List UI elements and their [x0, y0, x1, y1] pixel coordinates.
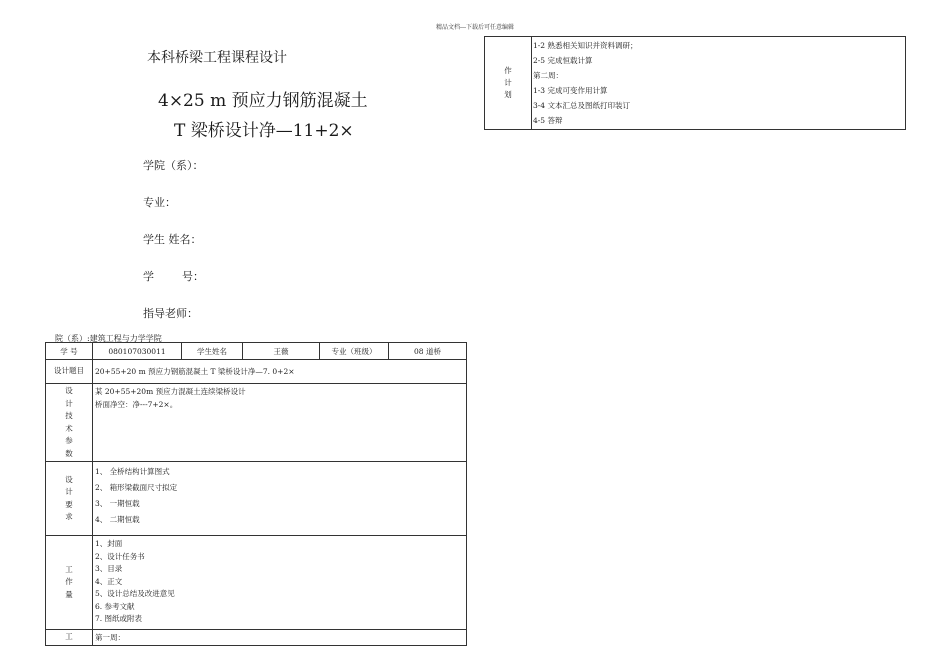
plan-line: 2-5 完成恒载计算 [533, 56, 593, 65]
department-line: 院（系）:建筑工程与力学学院 [55, 334, 162, 343]
plan-line: 3-4 文本汇总及图纸打印装订 [533, 101, 630, 110]
task-table [45, 342, 467, 646]
work-line: 3、目录 [95, 564, 123, 573]
advisor-field: 指导老师： [143, 307, 198, 320]
tech-line: 某 20+55+20m 预应力混凝土连续梁桥设计 [95, 387, 246, 396]
req-label-char: 要 [65, 499, 73, 509]
req-line: 1、 全桥结构计算图式 [95, 467, 170, 476]
req-label-char: 求 [65, 512, 73, 521]
student-id-label-1: 学 [143, 270, 154, 283]
work-label-char: 量 [65, 589, 73, 599]
tech-line: 桥面净空：净---7+2×。 [95, 399, 178, 409]
plan-label-char: 划 [504, 90, 512, 99]
tech-params-content [93, 384, 467, 462]
college-field: 学院（系）： [143, 159, 204, 172]
req-line: 2、 箱形梁截面尺寸拟定 [95, 483, 178, 492]
work-line: 2、设计任务书 [95, 551, 145, 561]
work-line: 5、设计总结及改进意见 [95, 589, 175, 598]
sub-title: T 梁桥设计净—11+2× [174, 121, 354, 141]
plan-first-week: 第一周： [93, 630, 467, 646]
major-field: 专业： [143, 196, 176, 209]
tech-label-char: 计 [65, 398, 73, 408]
student-name-label: 学生姓名 [182, 343, 243, 360]
requirements-label [46, 462, 93, 536]
topic-value: 20+55+20 m 预应力钢筋混凝土 T 梁桥设计净—7. 0+2× [93, 360, 467, 384]
workload-label [46, 536, 93, 630]
req-line: 3、 一期恒载 [95, 499, 140, 508]
major-label: 专业（班级） [320, 343, 389, 360]
plan-label-char: 作 [504, 66, 512, 75]
work-line: 7. 图纸或附表 [95, 614, 143, 623]
student-name-field: 学生 姓名： [143, 233, 202, 246]
work-line: 1、封面 [95, 539, 123, 548]
workload-content [93, 536, 467, 630]
student-id-label: 学 号 [46, 343, 93, 360]
req-line: 4、 二期恒载 [95, 515, 140, 524]
student-name-value: 王薇 [243, 343, 320, 360]
topic-label: 设计题目 [46, 360, 93, 384]
student-id-field [143, 268, 204, 284]
work-label-char: 工 [65, 564, 73, 574]
main-title: 4×25 m 预应力钢筋混凝土 [158, 91, 368, 111]
plan-table [484, 36, 906, 130]
header-note: 精品文档---下载后可任意编辑 [435, 24, 515, 31]
student-id-label-2: 号： [182, 270, 204, 283]
plan-label-char: 计 [504, 78, 512, 87]
tech-label-char: 参 [65, 436, 73, 445]
work-label-char: 作 [65, 577, 73, 587]
tech-label-char: 数 [65, 448, 73, 458]
req-label-char: 设 [65, 474, 73, 484]
plan-label-partial: 工 [46, 630, 93, 646]
tech-params-label [46, 384, 93, 462]
student-id-value: 080107030011 [93, 343, 182, 360]
plan-line: 第二周： [533, 71, 563, 80]
plan-line: 1-3 完成可变作用计算 [533, 86, 608, 95]
major-value: 08 道桥 [389, 343, 467, 360]
tech-label-char: 设 [65, 386, 73, 395]
plan-line: 4-5 答辩 [533, 116, 563, 125]
plan-line: 1-2 熟悉相关知识并资料调研； [533, 41, 638, 50]
tech-label-char: 术 [65, 423, 73, 433]
plan-content [532, 37, 906, 130]
work-line: 6. 参考文献 [95, 601, 135, 611]
tech-label-char: 技 [65, 411, 73, 420]
plan-label [485, 37, 532, 130]
work-line: 4、正文 [95, 576, 123, 586]
requirements-content [93, 462, 467, 536]
course-title: 本科桥梁工程课程设计 [147, 50, 287, 66]
req-label-char: 计 [65, 487, 73, 496]
